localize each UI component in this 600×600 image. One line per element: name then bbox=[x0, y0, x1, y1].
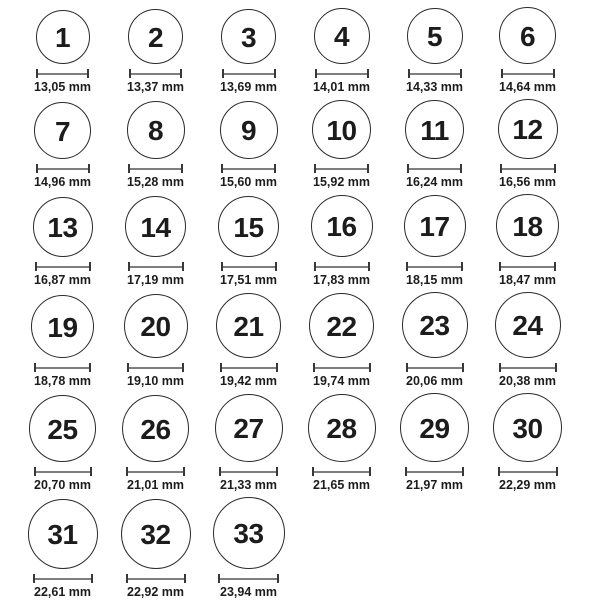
ring-size-row bbox=[16, 194, 600, 288]
ring-circle-outline bbox=[218, 196, 279, 257]
diameter-dimension-line bbox=[500, 164, 556, 173]
ring-size-number: 20 bbox=[140, 311, 171, 342]
diameter-dimension-line bbox=[36, 69, 89, 78]
dimension-tick-right-icon bbox=[556, 467, 558, 476]
diameter-label: 22,29 mm bbox=[499, 478, 556, 492]
ring-size-number: 8 bbox=[147, 115, 164, 146]
diameter-dimension-line bbox=[33, 574, 93, 583]
diameter-label: 21,97 mm bbox=[406, 478, 463, 492]
dimension-tick-right-icon bbox=[553, 69, 555, 78]
dimension-tick-right-icon bbox=[367, 69, 369, 78]
diameter-dimension-line bbox=[128, 262, 184, 271]
dimension-bar bbox=[220, 578, 277, 580]
ring-size-item bbox=[16, 395, 109, 493]
diameter-label: 13,37 mm bbox=[127, 80, 184, 94]
diameter-dimension-line bbox=[126, 574, 186, 583]
ring-circle-outline bbox=[314, 8, 370, 64]
dimension-bar bbox=[501, 367, 555, 369]
ring-circle-outline bbox=[499, 7, 556, 64]
ring-circle-outline bbox=[33, 197, 93, 257]
ring-size-number: 33 bbox=[233, 518, 264, 549]
diameter-dimension-line bbox=[219, 467, 278, 476]
ring-circle-outline bbox=[215, 394, 283, 462]
dimension-bar bbox=[502, 168, 554, 170]
ring-size-number: 23 bbox=[419, 310, 450, 341]
dimension-tick-right-icon bbox=[369, 363, 371, 372]
dimension-bar bbox=[223, 168, 274, 170]
dimension-tick-right-icon bbox=[89, 363, 91, 372]
dimension-bar bbox=[503, 73, 553, 75]
diameter-label: 20,70 mm bbox=[34, 478, 91, 492]
ring-circle-outline bbox=[31, 295, 94, 358]
diameter-label: 20,38 mm bbox=[499, 374, 556, 388]
dimension-tick-right-icon bbox=[182, 363, 184, 372]
ring-size-number: 22 bbox=[326, 310, 357, 342]
diameter-label: 14,33 mm bbox=[406, 80, 463, 94]
ring-size-item bbox=[295, 8, 388, 95]
diameter-dimension-line bbox=[499, 363, 557, 372]
diameter-label: 19,10 mm bbox=[127, 374, 184, 388]
ring-size-item bbox=[388, 195, 481, 288]
dimension-bar bbox=[501, 266, 554, 268]
dimension-bar bbox=[315, 367, 369, 369]
ring-size-item bbox=[109, 499, 202, 600]
ring-size-number: 26 bbox=[140, 413, 171, 445]
diameter-label: 15,92 mm bbox=[313, 175, 370, 189]
dimension-bar bbox=[36, 471, 90, 473]
diameter-label: 13,05 mm bbox=[34, 80, 91, 94]
ring-size-number: 27 bbox=[233, 413, 264, 444]
diameter-label: 18,47 mm bbox=[499, 273, 556, 287]
ring-size-number: 17 bbox=[419, 211, 450, 242]
diameter-dimension-line bbox=[222, 69, 276, 78]
dimension-bar bbox=[38, 168, 88, 170]
ring-circle-outline bbox=[407, 8, 463, 64]
diameter-dimension-line bbox=[314, 164, 369, 173]
dimension-tick-right-icon bbox=[277, 574, 279, 583]
ring-size-number: 18 bbox=[512, 210, 543, 242]
dimension-bar bbox=[408, 367, 462, 369]
ring-size-number: 4 bbox=[333, 21, 350, 52]
ring-circle-outline bbox=[402, 292, 468, 358]
ring-size-number: 1 bbox=[54, 22, 71, 53]
ring-size-number: 3 bbox=[240, 21, 257, 53]
ring-size-number: 12 bbox=[512, 114, 543, 145]
ring-size-row bbox=[16, 292, 600, 389]
diameter-label: 16,24 mm bbox=[406, 175, 463, 189]
ring-circle-outline bbox=[36, 10, 90, 64]
dimension-bar bbox=[314, 471, 369, 473]
ring-size-item bbox=[481, 99, 574, 190]
diameter-dimension-line bbox=[127, 363, 184, 372]
dimension-bar bbox=[223, 266, 275, 268]
dimension-tick-right-icon bbox=[182, 262, 184, 271]
dimension-tick-right-icon bbox=[368, 262, 370, 271]
dimension-tick-right-icon bbox=[274, 164, 276, 173]
dimension-bar bbox=[500, 471, 556, 473]
ring-size-row bbox=[16, 99, 600, 190]
dimension-tick-right-icon bbox=[554, 164, 556, 173]
ring-circle-outline bbox=[216, 293, 281, 358]
diameter-dimension-line bbox=[34, 467, 92, 476]
dimension-bar bbox=[37, 266, 89, 268]
diameter-label: 16,87 mm bbox=[34, 273, 91, 287]
ring-size-number: 16 bbox=[326, 211, 357, 242]
dimension-tick-right-icon bbox=[180, 69, 182, 78]
diameter-label: 17,51 mm bbox=[220, 273, 277, 287]
diameter-dimension-line bbox=[406, 262, 463, 271]
diameter-label: 17,19 mm bbox=[127, 273, 184, 287]
ring-size-item bbox=[202, 101, 295, 190]
diameter-dimension-line bbox=[501, 69, 555, 78]
dimension-tick-right-icon bbox=[462, 363, 464, 372]
dimension-tick-right-icon bbox=[462, 467, 464, 476]
dimension-tick-right-icon bbox=[276, 467, 278, 476]
ring-size-number: 9 bbox=[240, 115, 257, 146]
diameter-label: 22,61 mm bbox=[34, 585, 91, 599]
dimension-tick-right-icon bbox=[369, 467, 371, 476]
ring-size-number: 25 bbox=[47, 413, 78, 445]
ring-size-item bbox=[16, 102, 109, 190]
ring-size-number: 14 bbox=[140, 211, 171, 243]
dimension-bar bbox=[317, 73, 367, 75]
diameter-label: 18,15 mm bbox=[406, 273, 463, 287]
diameter-dimension-line bbox=[36, 164, 90, 173]
diameter-label: 21,33 mm bbox=[220, 478, 277, 492]
diameter-label: 14,64 mm bbox=[499, 80, 556, 94]
diameter-label: 19,42 mm bbox=[220, 374, 277, 388]
ring-size-number: 15 bbox=[233, 211, 264, 243]
ring-size-item bbox=[109, 101, 202, 190]
dimension-tick-right-icon bbox=[88, 164, 90, 173]
ring-size-item bbox=[481, 393, 574, 493]
ring-circle-outline bbox=[400, 393, 469, 462]
ring-circle-outline bbox=[309, 293, 374, 358]
ring-circle-outline bbox=[121, 499, 191, 569]
diameter-dimension-line bbox=[220, 363, 278, 372]
ring-size-item bbox=[295, 394, 388, 493]
dimension-bar bbox=[409, 168, 460, 170]
ring-circle-outline bbox=[127, 101, 185, 159]
ring-circle-outline bbox=[493, 393, 562, 462]
dimension-tick-right-icon bbox=[184, 574, 186, 583]
diameter-label: 15,28 mm bbox=[127, 175, 184, 189]
ring-size-number: 19 bbox=[47, 311, 78, 343]
ring-circle-outline bbox=[498, 99, 558, 159]
dimension-bar bbox=[35, 578, 91, 580]
ring-size-number: 21 bbox=[233, 310, 264, 342]
ring-size-number: 31 bbox=[47, 519, 78, 550]
diameter-label: 15,60 mm bbox=[220, 175, 277, 189]
diameter-label: 14,01 mm bbox=[313, 80, 370, 94]
diameter-label: 23,94 mm bbox=[220, 585, 277, 599]
diameter-label: 17,83 mm bbox=[313, 273, 370, 287]
diameter-label: 21,01 mm bbox=[127, 478, 184, 492]
ring-size-row bbox=[16, 7, 600, 95]
dimension-bar bbox=[36, 367, 89, 369]
dimension-bar bbox=[407, 471, 462, 473]
diameter-dimension-line bbox=[408, 69, 462, 78]
ring-size-item bbox=[295, 195, 388, 288]
dimension-tick-right-icon bbox=[276, 363, 278, 372]
ring-size-item bbox=[202, 196, 295, 288]
diameter-dimension-line bbox=[407, 164, 462, 173]
dimension-bar bbox=[316, 266, 368, 268]
ring-size-number: 2 bbox=[147, 21, 164, 53]
ring-size-item bbox=[16, 295, 109, 389]
ring-size-item bbox=[109, 294, 202, 389]
ring-size-item bbox=[16, 499, 109, 600]
ring-size-number: 30 bbox=[512, 412, 543, 444]
diameter-label: 22,92 mm bbox=[127, 585, 184, 599]
ring-size-row bbox=[16, 393, 600, 493]
dimension-bar bbox=[221, 471, 276, 473]
ring-circle-outline bbox=[220, 101, 278, 159]
diameter-dimension-line bbox=[218, 574, 279, 583]
ring-size-number: 11 bbox=[420, 114, 449, 146]
ring-size-item bbox=[481, 194, 574, 288]
ring-size-number: 13 bbox=[47, 212, 78, 243]
diameter-dimension-line bbox=[498, 467, 558, 476]
ring-size-number: 6 bbox=[519, 20, 536, 52]
diameter-label: 13,69 mm bbox=[220, 80, 277, 94]
ring-size-number: 29 bbox=[419, 412, 450, 444]
dimension-tick-right-icon bbox=[461, 262, 463, 271]
diameter-dimension-line bbox=[312, 467, 371, 476]
dimension-tick-right-icon bbox=[275, 262, 277, 271]
dimension-tick-right-icon bbox=[181, 164, 183, 173]
diameter-dimension-line bbox=[128, 164, 183, 173]
ring-size-item bbox=[388, 393, 481, 493]
ring-size-number: 10 bbox=[326, 114, 357, 146]
dimension-bar bbox=[129, 367, 182, 369]
diameter-label: 16,56 mm bbox=[499, 175, 556, 189]
ring-size-item bbox=[388, 100, 481, 190]
diameter-label: 19,74 mm bbox=[313, 374, 370, 388]
dimension-tick-right-icon bbox=[87, 69, 89, 78]
diameter-dimension-line bbox=[405, 467, 464, 476]
ring-size-number: 5 bbox=[426, 21, 443, 52]
dimension-bar bbox=[224, 73, 274, 75]
diameter-label: 14,96 mm bbox=[34, 175, 91, 189]
dimension-bar bbox=[410, 73, 460, 75]
dimension-bar bbox=[130, 168, 181, 170]
diameter-label: 18,78 mm bbox=[34, 374, 91, 388]
ring-size-item bbox=[481, 7, 574, 95]
ring-size-number: 28 bbox=[326, 413, 357, 444]
ring-size-number: 32 bbox=[140, 519, 171, 550]
ring-size-item bbox=[109, 395, 202, 493]
ring-size-item bbox=[295, 293, 388, 389]
ring-circle-outline bbox=[496, 194, 559, 257]
dimension-bar bbox=[408, 266, 461, 268]
ring-circle-outline bbox=[221, 9, 276, 64]
ring-size-item bbox=[388, 8, 481, 95]
diameter-dimension-line bbox=[126, 467, 185, 476]
ring-size-item bbox=[16, 197, 109, 288]
ring-circle-outline bbox=[29, 395, 96, 462]
diameter-dimension-line bbox=[314, 262, 370, 271]
dimension-tick-right-icon bbox=[555, 363, 557, 372]
ring-size-number: 24 bbox=[512, 310, 543, 341]
diameter-dimension-line bbox=[315, 69, 369, 78]
dimension-tick-right-icon bbox=[460, 164, 462, 173]
dimension-tick-right-icon bbox=[554, 262, 556, 271]
ring-circle-outline bbox=[405, 100, 464, 159]
diameter-label: 21,65 mm bbox=[313, 478, 370, 492]
ring-size-item bbox=[481, 292, 574, 389]
ring-circle-outline bbox=[125, 196, 186, 257]
ring-circle-outline bbox=[124, 294, 188, 358]
dimension-tick-right-icon bbox=[183, 467, 185, 476]
diameter-dimension-line bbox=[406, 363, 464, 372]
ring-size-item bbox=[295, 100, 388, 190]
dimension-tick-right-icon bbox=[90, 467, 92, 476]
ring-circle-outline bbox=[28, 499, 98, 569]
dimension-tick-right-icon bbox=[91, 574, 93, 583]
ring-circle-outline bbox=[128, 9, 183, 64]
ring-circle-outline bbox=[312, 100, 371, 159]
diameter-label: 20,06 mm bbox=[406, 374, 463, 388]
dimension-bar bbox=[38, 73, 87, 75]
ring-circle-outline bbox=[311, 195, 373, 257]
dimension-bar bbox=[131, 73, 180, 75]
ring-size-item bbox=[202, 394, 295, 493]
ring-size-item bbox=[109, 9, 202, 95]
ring-circle-outline bbox=[495, 292, 561, 358]
dimension-bar bbox=[222, 367, 276, 369]
ring-circle-outline bbox=[34, 102, 91, 159]
dimension-bar bbox=[316, 168, 367, 170]
diameter-dimension-line bbox=[221, 164, 276, 173]
ring-size-row bbox=[16, 497, 600, 600]
ring-size-item bbox=[16, 10, 109, 95]
dimension-tick-right-icon bbox=[460, 69, 462, 78]
ring-circle-outline bbox=[122, 395, 189, 462]
dimension-bar bbox=[128, 578, 184, 580]
ring-size-number: 7 bbox=[54, 115, 71, 147]
ring-size-item bbox=[388, 292, 481, 389]
diameter-dimension-line bbox=[129, 69, 182, 78]
diameter-dimension-line bbox=[499, 262, 556, 271]
ring-circle-outline bbox=[404, 195, 466, 257]
ring-circle-outline bbox=[213, 497, 285, 569]
diameter-dimension-line bbox=[34, 363, 91, 372]
dimension-bar bbox=[128, 471, 183, 473]
diameter-dimension-line bbox=[313, 363, 371, 372]
dimension-tick-right-icon bbox=[367, 164, 369, 173]
ring-size-item bbox=[202, 497, 295, 600]
ring-size-item bbox=[202, 9, 295, 95]
dimension-tick-right-icon bbox=[89, 262, 91, 271]
diameter-dimension-line bbox=[221, 262, 277, 271]
ring-size-item bbox=[109, 196, 202, 288]
dimension-bar bbox=[130, 266, 182, 268]
ring-circle-outline bbox=[308, 394, 376, 462]
diameter-dimension-line bbox=[35, 262, 91, 271]
ring-size-item bbox=[202, 293, 295, 389]
dimension-tick-right-icon bbox=[274, 69, 276, 78]
